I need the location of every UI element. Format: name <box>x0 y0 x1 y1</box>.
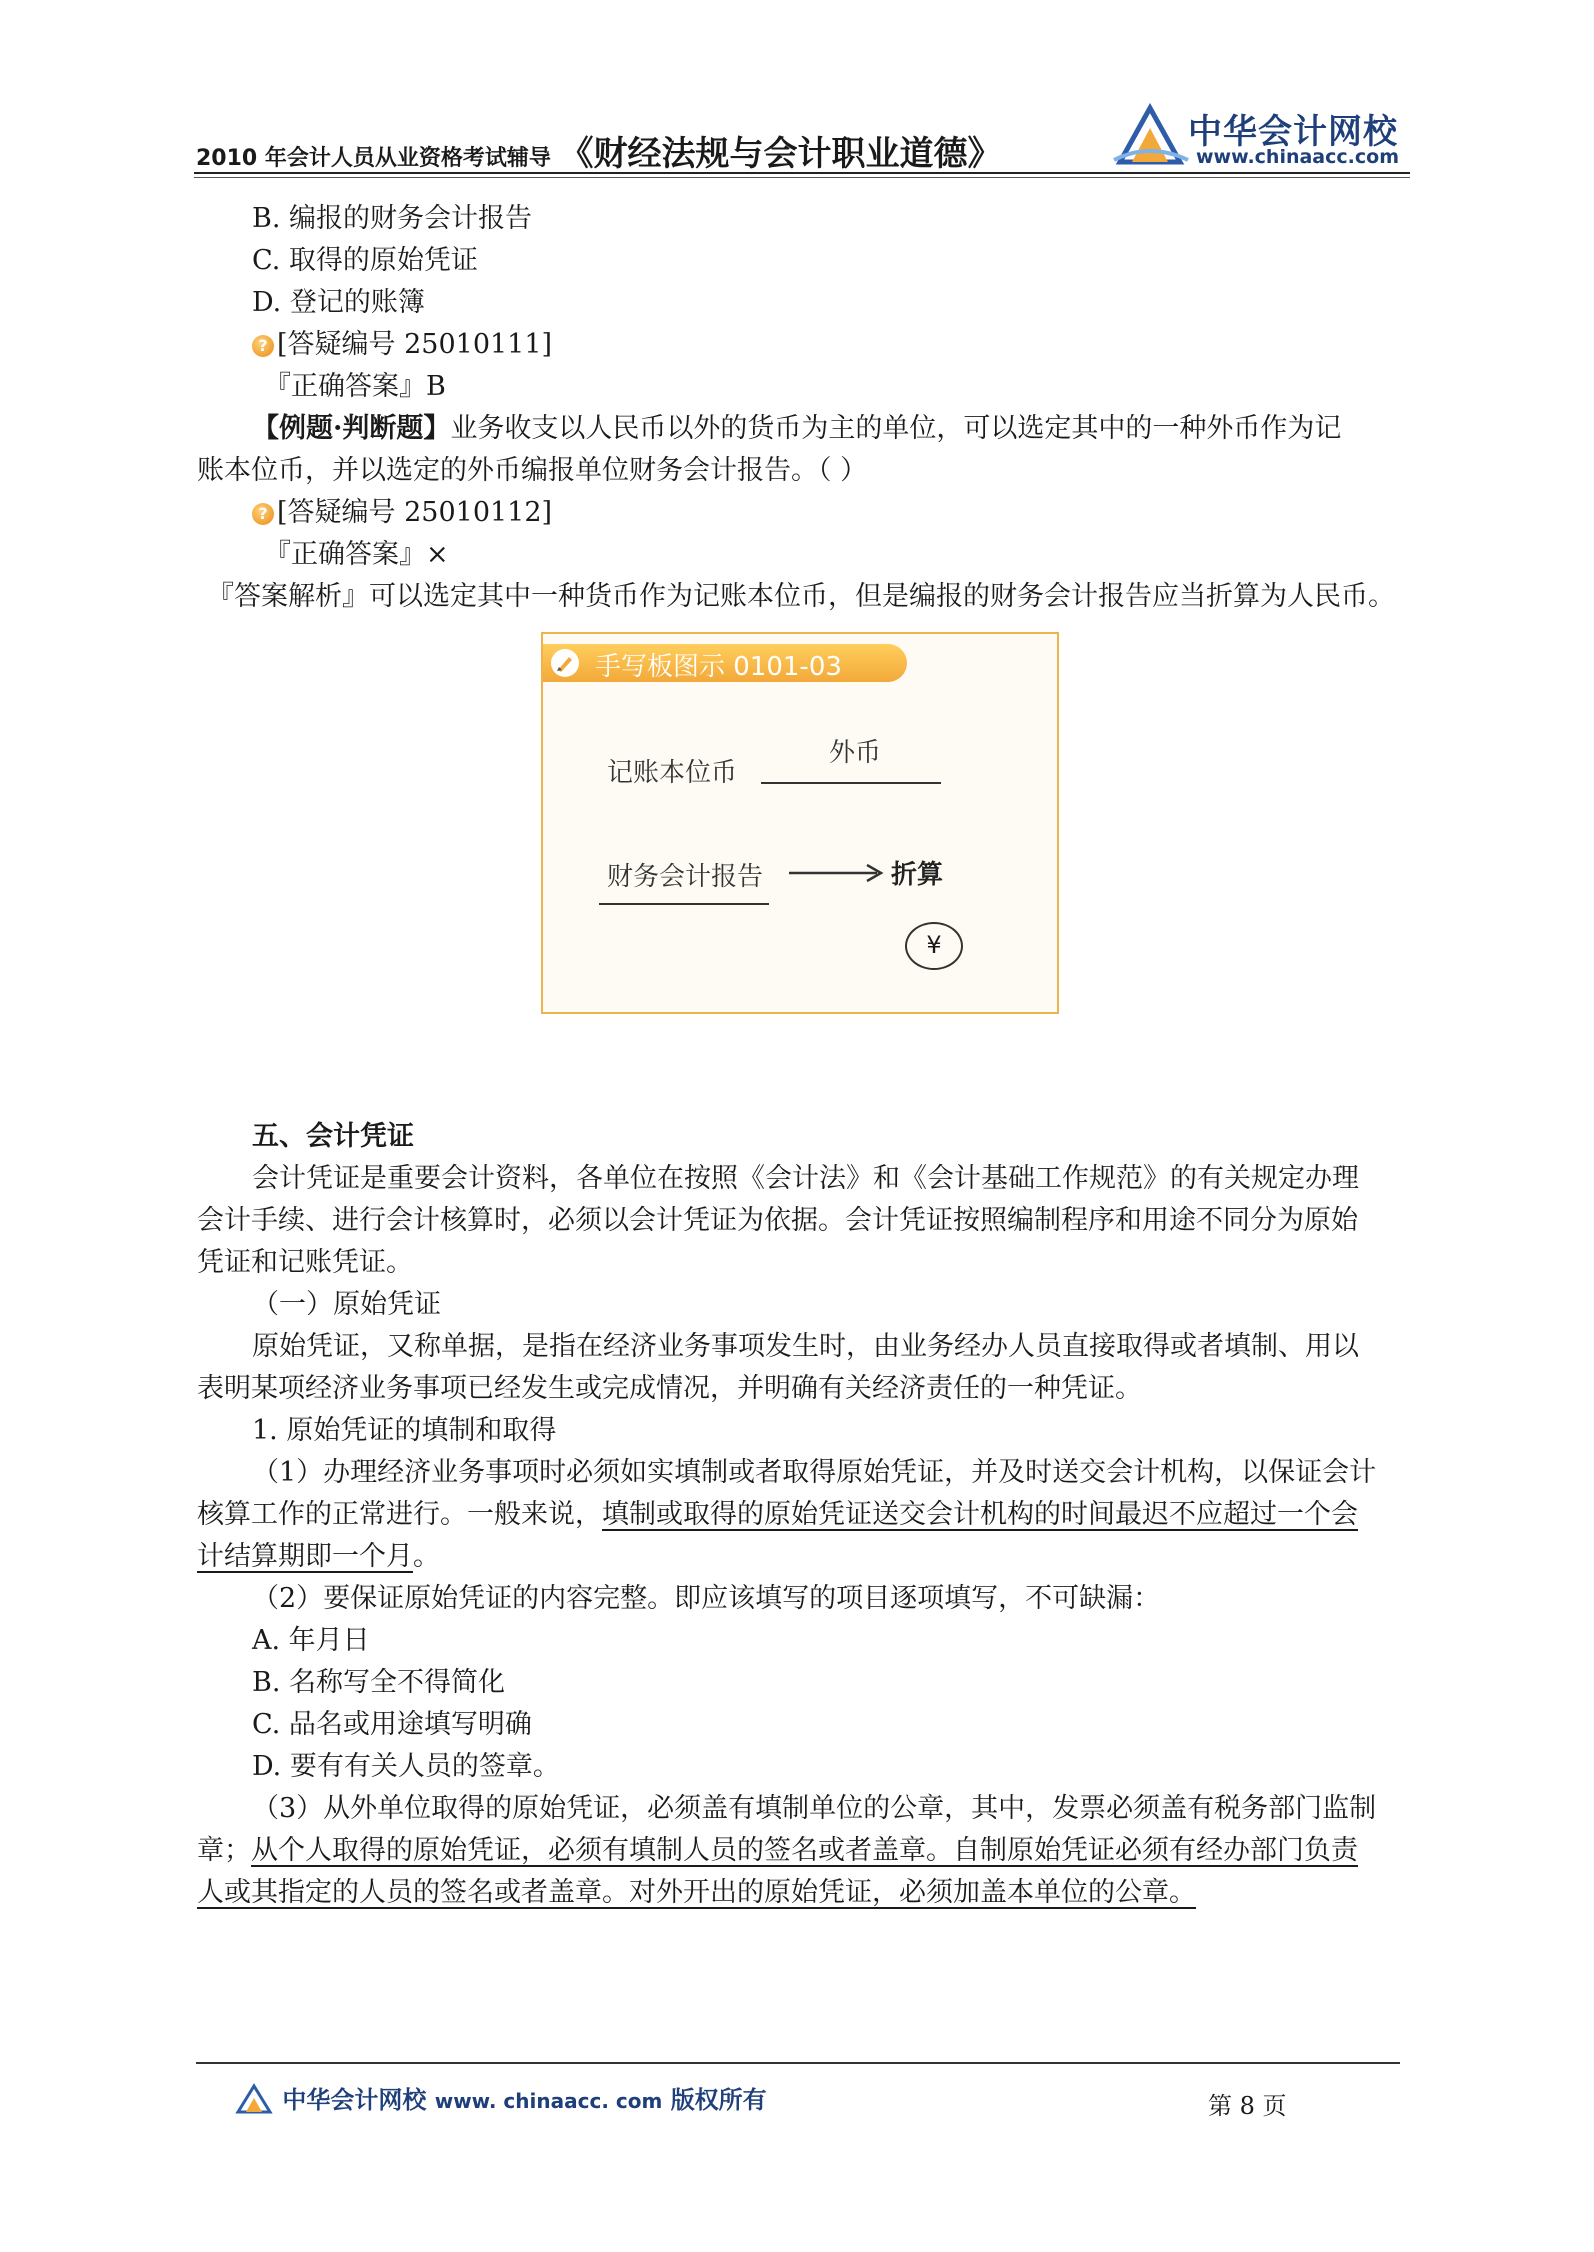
board-tag <box>543 644 907 682</box>
point-3-line-2 <box>197 1831 1358 1871</box>
point-1-line-3-underlined: 计结算期即一个月 <box>197 1541 413 1572</box>
footer-url: www. chinaacc. com <box>434 2089 663 2113</box>
board-label-currency: 记账本位币 <box>607 758 738 788</box>
header-logo[interactable] <box>1110 100 1410 170</box>
point-3-line-3 <box>197 1873 1196 1913</box>
qa-ref-1 <box>252 325 552 365</box>
board-value-currency: 外币 <box>829 738 882 768</box>
list-item-c: C. 品名或用途填写明确 <box>252 1709 532 1740</box>
question-mark-icon: ? <box>252 503 274 525</box>
board-underline-report <box>599 903 769 905</box>
yuan-sign: ¥ <box>926 931 942 959</box>
logo-mark-icon <box>1110 102 1190 168</box>
board-underline-currency <box>761 782 941 784</box>
point-1-line-2-plain: 核算工作的正常进行。一般来说， <box>197 1499 602 1530</box>
handwriting-board <box>541 632 1059 1014</box>
yuan-circle-icon <box>905 922 963 970</box>
example-line-2: 账本位币，并以选定的外币编报单位财务会计报告。（ ） <box>197 455 868 486</box>
intro-line-1: 会计凭证是重要会计资料，各单位在按照《会计法》和《会计基础工作规范》的有关规定办理 <box>252 1163 1359 1194</box>
header-divider-thin <box>194 177 1410 178</box>
qa-answer-1: 『正确答案』B <box>264 371 446 402</box>
footer-divider <box>196 2062 1400 2064</box>
intro-line-2: 会计手续、进行会计核算时，必须以会计凭证为依据。会计凭证按照编制程序和用途不同分为原始 <box>197 1205 1358 1236</box>
header-book-title: 《财经法规与会计职业道德》 <box>559 134 1002 174</box>
point-1-line-2 <box>197 1495 1358 1535</box>
section-heading: 五、会计凭证 <box>252 1121 414 1152</box>
point-1-line-2-underlined: 填制或取得的原始凭证送交会计机构的时间最迟不应超过一个会 <box>602 1499 1358 1530</box>
footer-brand[interactable] <box>234 2080 767 2115</box>
logo-url: www.chinaacc.com <box>1196 146 1399 168</box>
qa-answer-2: 『正确答案』× <box>264 539 449 570</box>
footer-brand-name: 中华会计网校 <box>282 2086 427 2114</box>
list-item-d: D. 要有有关人员的签章。 <box>252 1751 560 1782</box>
point-3-line-3-underlined: 人或其指定的人员的签名或者盖章。对外开出的原始凭证，必须加盖本单位的公章。 <box>197 1877 1196 1908</box>
pen-icon <box>551 649 579 677</box>
definition-line-1: 原始凭证，又称单据，是指在经济业务事项发生时，由业务经办人员直接取得或者填制、用以 <box>252 1331 1359 1362</box>
page-number: 第 8 页 <box>1208 2092 1287 2120</box>
point-1-heading: 1. 原始凭证的填制和取得 <box>252 1415 557 1446</box>
list-item-a: A. 年月日 <box>252 1625 370 1656</box>
header-year-text: 2010 年会计人员从业资格考试辅导 <box>196 146 551 171</box>
board-label-report: 财务会计报告 <box>607 862 764 892</box>
footer-logo-icon <box>234 2082 274 2114</box>
point-1-line-3-end: 。 <box>413 1541 440 1572</box>
point-3-line-1: （3）从外单位取得的原始凭证，必须盖有填制单位的公章，其中，发票必须盖有税务部门监制 <box>252 1793 1377 1824</box>
logo-brand: 中华会计网校 <box>1188 112 1398 152</box>
point-1-line-1: （1）办理经济业务事项时必须如实填制或者取得原始凭证，并及时送交会计机构，以保证会计 <box>252 1457 1377 1488</box>
header-title <box>196 126 1001 175</box>
example-tag: 【例题·判断题】 <box>252 413 451 444</box>
point-3-line-2-plain: 章； <box>197 1835 251 1866</box>
footer-rights: 版权所有 <box>670 2086 767 2114</box>
option-d: D. 登记的账簿 <box>252 287 425 318</box>
option-c: C. 取得的原始凭证 <box>252 245 478 276</box>
point-3-line-2-underlined: 从个人取得的原始凭证，必须有填制人员的签名或者盖章。自制原始凭证必须有经办部门负责 <box>251 1835 1358 1866</box>
header-divider <box>194 172 1410 174</box>
board-tag-label: 手写板图示 0101-03 <box>595 652 842 682</box>
question-mark-icon: ? <box>252 335 274 357</box>
qa-ref-2 <box>252 493 552 533</box>
point-2-line: （2）要保证原始凭证的内容完整。即应该填写的项目逐项填写，不可缺漏： <box>252 1583 1161 1614</box>
board-arrow-text: 折算 <box>891 860 944 890</box>
option-b: B. 编报的财务会计报告 <box>252 203 533 234</box>
definition-line-2: 表明某项经济业务事项已经发生或完成情况，并明确有关经济责任的一种凭证。 <box>197 1373 1142 1404</box>
list-item-b: B. 名称写全不得简化 <box>252 1667 506 1698</box>
arrow-right-icon <box>787 858 887 888</box>
qa-ref-2-text[interactable]: [答疑编号 25010112] <box>277 497 553 528</box>
qa-ref-1-text[interactable]: [答疑编号 25010111] <box>277 329 553 360</box>
example-text: 业务收支以人民币以外的货币为主的单位，可以选定其中的一种外币作为记 <box>450 413 1342 444</box>
point-1-line-3 <box>197 1537 440 1577</box>
sub-heading: （一）原始凭证 <box>252 1289 441 1320</box>
example-line-1 <box>252 409 1341 449</box>
intro-line-3: 凭证和记账凭证。 <box>197 1247 413 1278</box>
qa-analysis-2: 『答案解析』可以选定其中一种货币作为记账本位币，但是编报的财务会计报告应当折算为人民币。 <box>207 581 1395 612</box>
